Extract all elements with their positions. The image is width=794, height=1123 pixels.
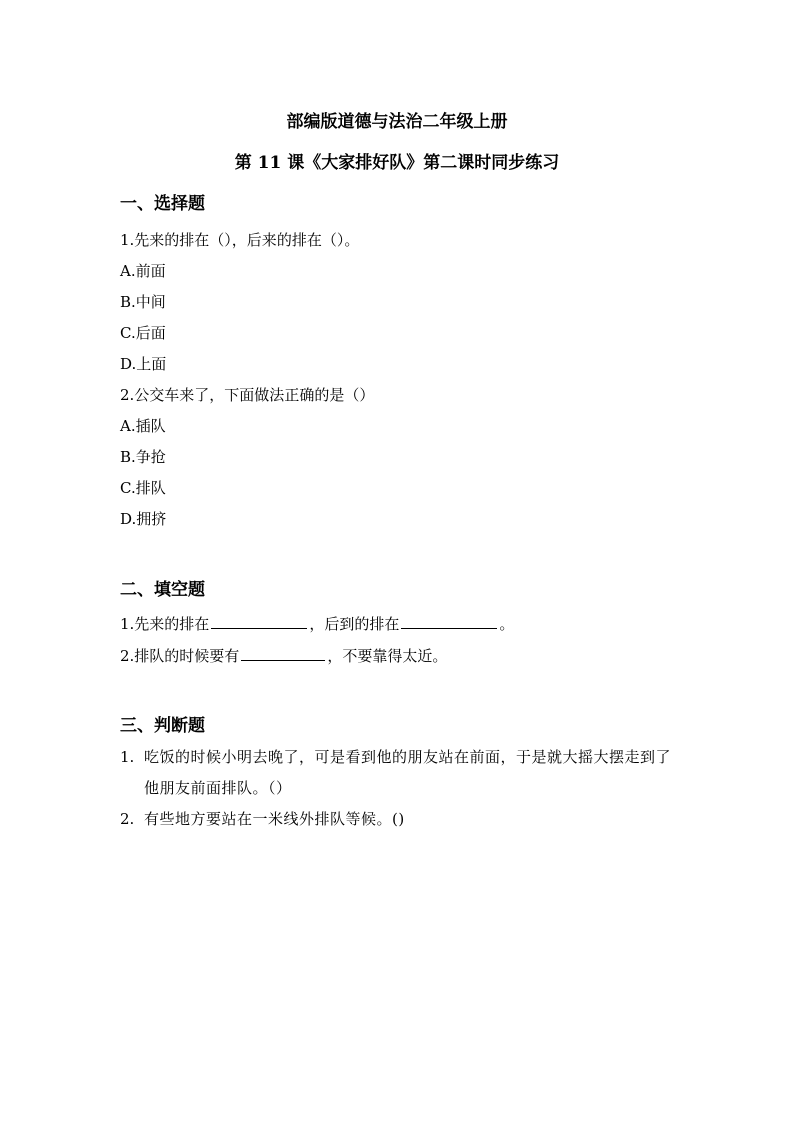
fill-q1-text-c: 。 <box>499 615 515 633</box>
fill-q1-blank-2[interactable] <box>401 614 497 629</box>
section-heading-fill: 二、填空题 <box>120 580 205 600</box>
page-title: 部编版道德与法治二年级上册 <box>286 112 508 132</box>
fill-question-2 <box>120 645 447 666</box>
fill-q1-blank-1[interactable] <box>211 614 307 629</box>
fill-q1-text-a: 1.先来的排在 <box>120 615 210 633</box>
page-subtitle: 第 11 课《大家排好队》第二课时同步练习 <box>234 153 560 173</box>
choice-question-2: 2.公交车来了，下面做法正确的是（） <box>120 386 375 404</box>
choice-q1-option-d: D.上面 <box>120 355 167 373</box>
judge-q2-text: 有些地方要站在一米线外排队等候。() <box>144 810 405 828</box>
choice-q1-option-a: A.前面 <box>120 262 166 280</box>
judge-question-1 <box>120 742 680 804</box>
choice-q1-option-c: C.后面 <box>120 324 166 342</box>
fill-q2-text-b: ，不要靠得太近。 <box>327 647 448 665</box>
judge-q2-number: 2. <box>120 810 135 828</box>
fill-q2-blank-1[interactable] <box>241 646 325 661</box>
fill-q2-text-a: 2.排队的时候要有 <box>120 647 240 665</box>
section-heading-choice: 一、选择题 <box>120 194 205 214</box>
choice-q1-option-b: B.中间 <box>120 293 166 311</box>
section-heading-judge: 三、判断题 <box>120 716 205 736</box>
fill-question-1 <box>120 613 514 634</box>
choice-q2-option-a: A.插队 <box>120 417 166 435</box>
choice-q2-option-b: B.争抢 <box>120 448 166 466</box>
judge-question-2 <box>120 804 680 835</box>
choice-q2-option-c: C.排队 <box>120 479 166 497</box>
judge-q1-text: 吃饭的时候小明去晚了，可是看到他的朋友站在前面，于是就大摇大摆走到了他朋友前面排队。（） <box>144 748 672 797</box>
judge-q1-number: 1. <box>120 748 135 766</box>
fill-q1-text-b: ，后到的排在 <box>309 615 400 633</box>
choice-question-1: 1.先来的排在（），后来的排在（）。 <box>120 231 360 249</box>
choice-q2-option-d: D.拥挤 <box>120 510 167 528</box>
